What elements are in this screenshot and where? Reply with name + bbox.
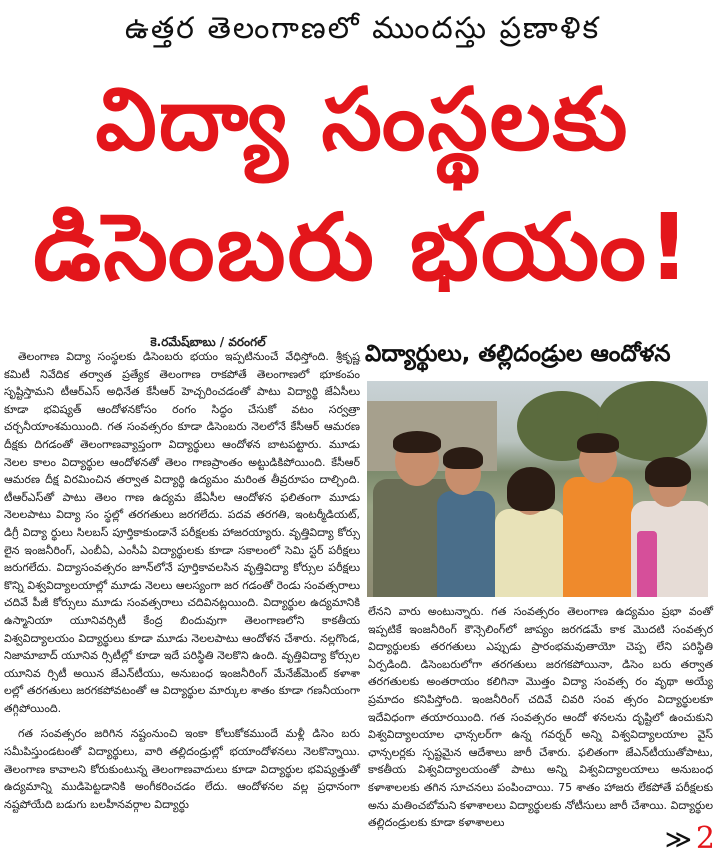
article-paragraph: తెలంగాణ విద్యా సంస్థలకు డిసెంబరు భయం ఇప్పటినుంచే వేధిస్తోంది. శ్రీకృష్ణ కమిటీ నివేదిక తర్వాత ప్రత్యేక తెలంగాణ రాకపోతే తెలంగాణలో భూకంపం సృష్టిస్తామని టీఆర్ఎస్ అధినేత కేసీఆర్ హెచ్చరించడంతో పాటు విద్యార్థి జేఏసీలు కూడా భవిష్యత్ ఆందోళనకోసం రంగం సిద్ధం చేసుకో వటం సర్వత్రా చర్చనీయాంశమయింది. గత సంవత్సరం కూడా డిసెంబరు నెలలోనే కేసీఆర్ ఆమరణ దీక్షకు దిగడంతో తెలంగాణవ్యాప్తంగా విద్యార్థులు ఆందోళన బాటపట్టారు. మూడు నెలల కాలం విద్యార్థుల ఆందోళనతో తెలం గాణప్రాంతం అట్టుడికిపోయింది. కేసీఆర్ ఆమరణ దీక్ష విరమించిన తర్వాత విద్యార్థి ఉద్యమం మరింత తీవ్రరూపం దాల్చింది. టీఆర్ఎస్‌తో పాటు తెలం గాణ ఉద్యమ జేఏసీల ఆందోళన ఫలితంగా మూడు నెలలపాటు విద్యా సం స్థల్లో తరగతులు జరగలేదు. పదవ తరగతి, ఇంటర్మీడియట్, డిగ్రీ విద్యా ర్థులు సిలబస్ పూర్తికాకుండానే పరీక్షలకు హాజరయ్యారు. వృత్తివిద్యా కోర్సు లైన ఇంజనీరింగ్, ఎంబీఏ, ఎంసీఏ విద్యార్థులకు కూడా సకాలంలో సెమి స్టర్ పరీక్షలు జరుగలేదు. విద్యాసంవత్సరం జూన్‌లోనే పూర్తికావలసిన వృత్తివిద్యా కోర్సుల పరీక్షలు కొన్ని విశ్వవిద్యాలయాల్లో మూడు నెలలు ఆలస్యంగా జర గడంతో రెండు సంవత్సరాలు చదివే పీజీ కోర్సులు మూడు సంవత్సరాలు చదివినట్లయింది. విద్యార్థుల ఉద్యమానికి ఉస్మానియా యూనివర్సిటీ కేంద్ర బిందువుగా తెలంగాణలోని కాకతీయ విశ్వవిద్యాలయం విద్యార్థులు కూడా మూడు నెలలపాటు ఆందోళన చేశారు. నల్లగొండ, నిజామాబాద్ యూనివ ర్సిటీల్లో కూడా ఇదే పరిస్థితి నెలకొని ఉంది. వృత్తివిద్యా కోర్సుల యూనివ ర్సిటీ అయిన జేఎన్‌టీయు, అనుబంధ ఇంజనీరింగ్ మేనేజ్‌మెంట్ కళాశా లల్లో తరగతులు జరగకపోవటంతో ఆ విద్యార్థుల మార్కుల శాతం కూడా గణనీయంగా తగ్గిపోయింది. bbox=[4, 350, 360, 715]
page-number: 2 bbox=[695, 821, 715, 856]
headline-line-1: విద్యా సంస్థలకు bbox=[95, 70, 630, 170]
article-paragraph: గత సంవత్సరం జరిగిన నష్టంనుంచి ఇంకా కోలుకోకముందే మళ్లీ డిసెం బరు సమీపిస్తుండటంతో విద్యార్థులు, వారి తల్లిదండ్రుల్లో భయాందోళనలు నెలకొన్నాయి. తెలంగాణ కావాలని కోరుకుంటున్న తెలంగాణవాదులు కూడా విద్యార్థుల భవిష్యత్తుతో ఉద్యమాన్ని ముడిపెట్టడానికి అంగీకరించడం లేదు. ఆందోళనల వల్ల ప్రధానంగా నష్టపోయేది బడుగు బలహీనవర్గాల విద్యార్థు bbox=[4, 727, 360, 811]
news-photo bbox=[367, 381, 708, 597]
article-column-left bbox=[4, 348, 360, 813]
continue-arrow-icon: ≫ bbox=[664, 825, 692, 855]
kicker: ఉత్తర తెలంగాణలో ముందస్తు ప్రణాళిక bbox=[124, 11, 601, 46]
article-column-right bbox=[368, 603, 713, 832]
headline-line-2: డిసెంబరు భయం! bbox=[33, 194, 692, 301]
subheadline: విద్యార్థులు, తల్లిదండ్రుల ఆందోళన bbox=[365, 341, 671, 367]
article-paragraph: లేనని వారు అంటున్నారు. గత సంవత్సరం తెలంగాణ ఉద్యమం ప్రభా వంతో ఇప్పటికే ఇంజనీరింగ్ కౌన్సెలింగ్‌లో జాప్యం జరగడమే కాక మొదటి సంవత్సర విద్యార్థులకు తరగతులు ఎప్పుడు ప్రారంభమవుతాయో చెప్ప లేని పరిస్థితి ఏర్పడింది. డిసెంబరులోగా తరగతులు జరగకపోయినా, డిసెం బరు తర్వాత తరగతులకు అంతరాయం కలిగినా మొత్తం విద్యా సంవత్స రం వృథా అయ్యే ప్రమాదం కనిపిస్తోంది. ఇంజనీరింగ్ చదివే చివరి సంవ త్సరం విద్యార్థులకూ ఇదేవిధంగా తయారయింది. గత సంవత్సరం ఆందో ళనలను దృష్టిలో ఉంచుకుని విశ్వవిద్యాలయాల ఛాన్సలర్‌గా ఉన్న గవర్నర్ అన్ని విశ్వవిద్యాలయాల వైస్ ఛాన్సలర్లకు స్పష్టమైన ఆదేశాలు జారీ చేశారు. ఫలితంగా జేఎన్‌టీయుతోపాటు, కాకతీయ విశ్వవిద్యాలయంతో పాటు అన్ని విశ్వవిద్యాలయాలు అనుబంధ కళాశాలలకు తగిన సూచనలు పంపించాయి. 75 శాతం హాజరు లేకపోతే పరీక్షలకు అను మతించబోమని కళాశాలలు విద్యార్థులకు నోటీసులు జారీ చేశాయి. విద్యార్థుల తల్లిదండ్రులకు కూడా కళాశాలలు bbox=[368, 605, 713, 830]
byline: కె.రమేష్‌బాబు / వరంగల్ bbox=[150, 335, 266, 349]
page-continuation bbox=[665, 819, 715, 859]
